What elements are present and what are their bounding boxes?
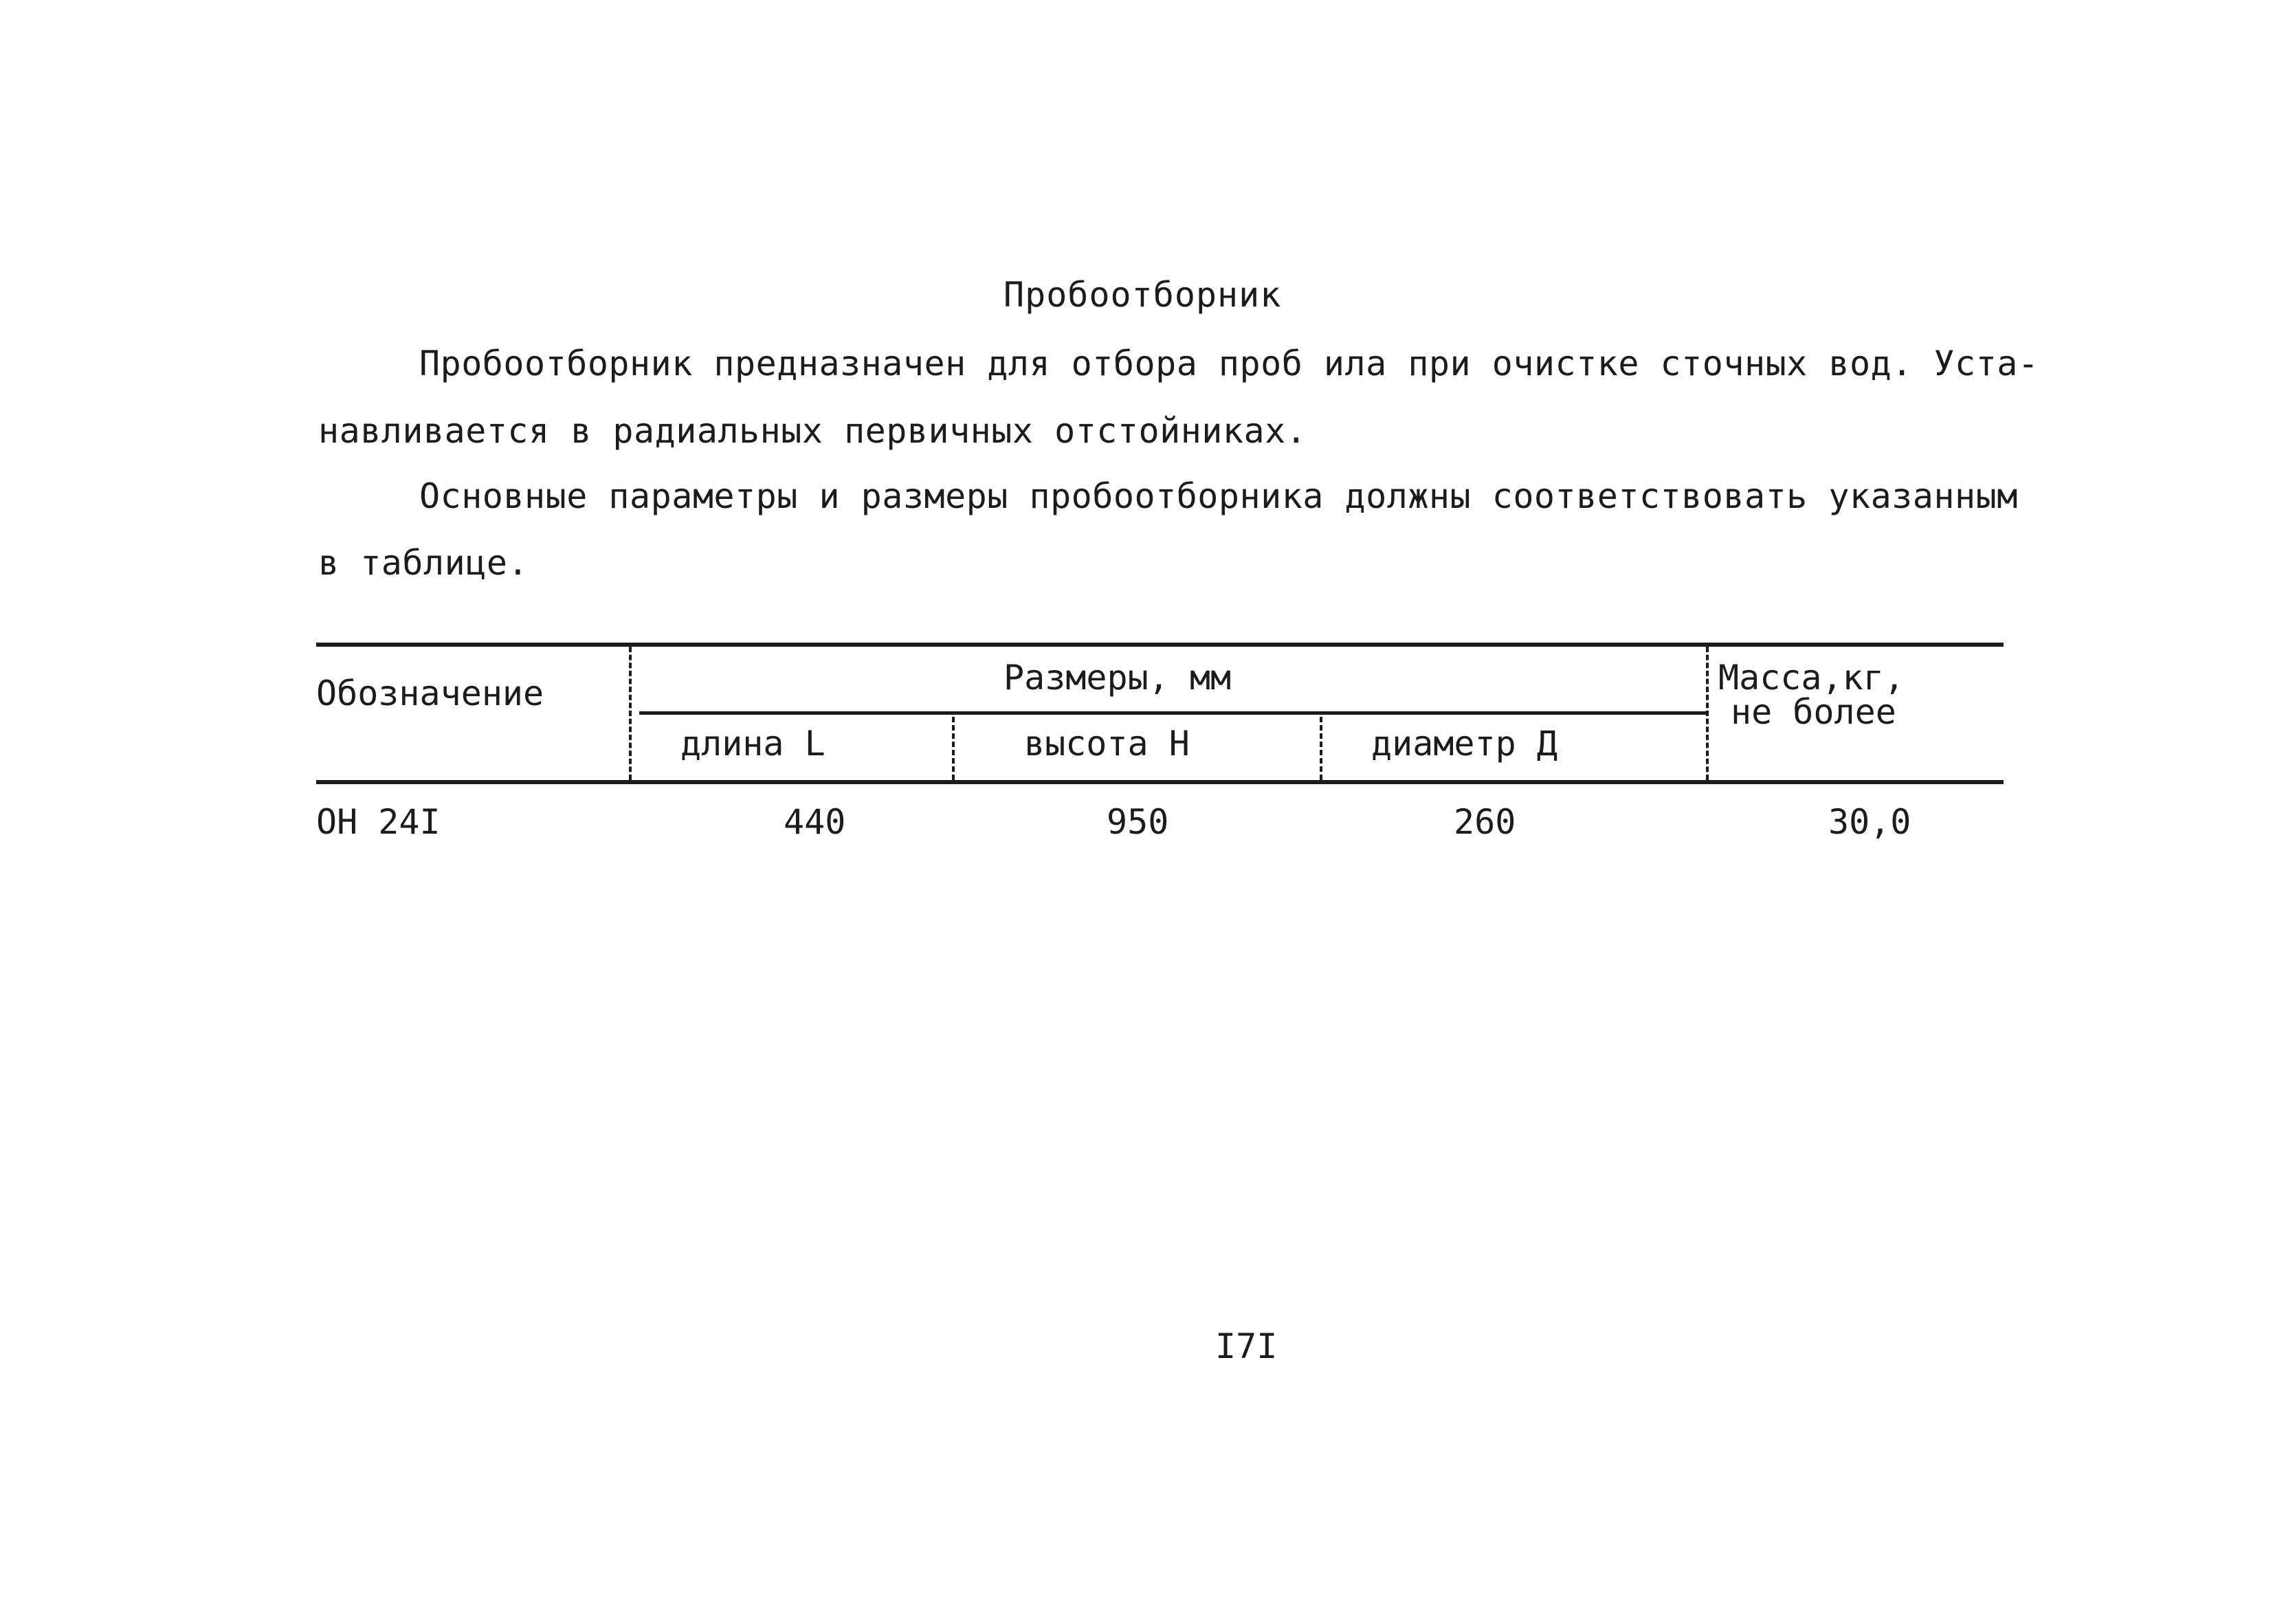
column-divider xyxy=(1706,647,1709,780)
header-mass-line-2: не более xyxy=(1731,692,1896,732)
paragraph-2-line-2: в таблице. xyxy=(318,543,529,583)
paragraph-1-line-1: Пробоотборник предназначен для отбора проб ила при очистке сточных вод. Уста- xyxy=(419,344,2039,383)
row-height: 950 xyxy=(1107,802,1169,842)
parameters-table xyxy=(316,643,2004,849)
header-diameter: диаметр Д xyxy=(1371,724,1557,764)
column-divider xyxy=(952,717,955,780)
row-length: 440 xyxy=(784,802,846,842)
table-top-rule xyxy=(316,643,2004,647)
page-number: I7I xyxy=(1215,1326,1278,1366)
header-mass-line-1: Масса,кг, xyxy=(1718,658,1905,698)
row-mass: 30,0 xyxy=(1828,802,1911,842)
row-diameter: 260 xyxy=(1454,802,1516,842)
table-header-bottom-rule xyxy=(316,780,2004,784)
column-divider xyxy=(1320,717,1322,780)
document-title: Пробоотборник xyxy=(1004,275,1282,315)
dimensions-subheader-rule xyxy=(639,711,1708,715)
header-dimensions: Размеры, мм xyxy=(1004,658,1232,698)
row-designation: ОН 24I xyxy=(316,802,441,842)
header-designation: Обозначение xyxy=(316,674,544,713)
paragraph-1-line-2: навливается в радиальных первичных отстойниках. xyxy=(318,411,1307,451)
header-height: высота Н xyxy=(1024,724,1190,764)
paragraph-2-line-1: Основные параметры и размеры пробоотборника должны соответствовать указанным xyxy=(419,476,2018,516)
column-divider xyxy=(629,647,632,780)
header-length: длина L xyxy=(680,724,825,764)
